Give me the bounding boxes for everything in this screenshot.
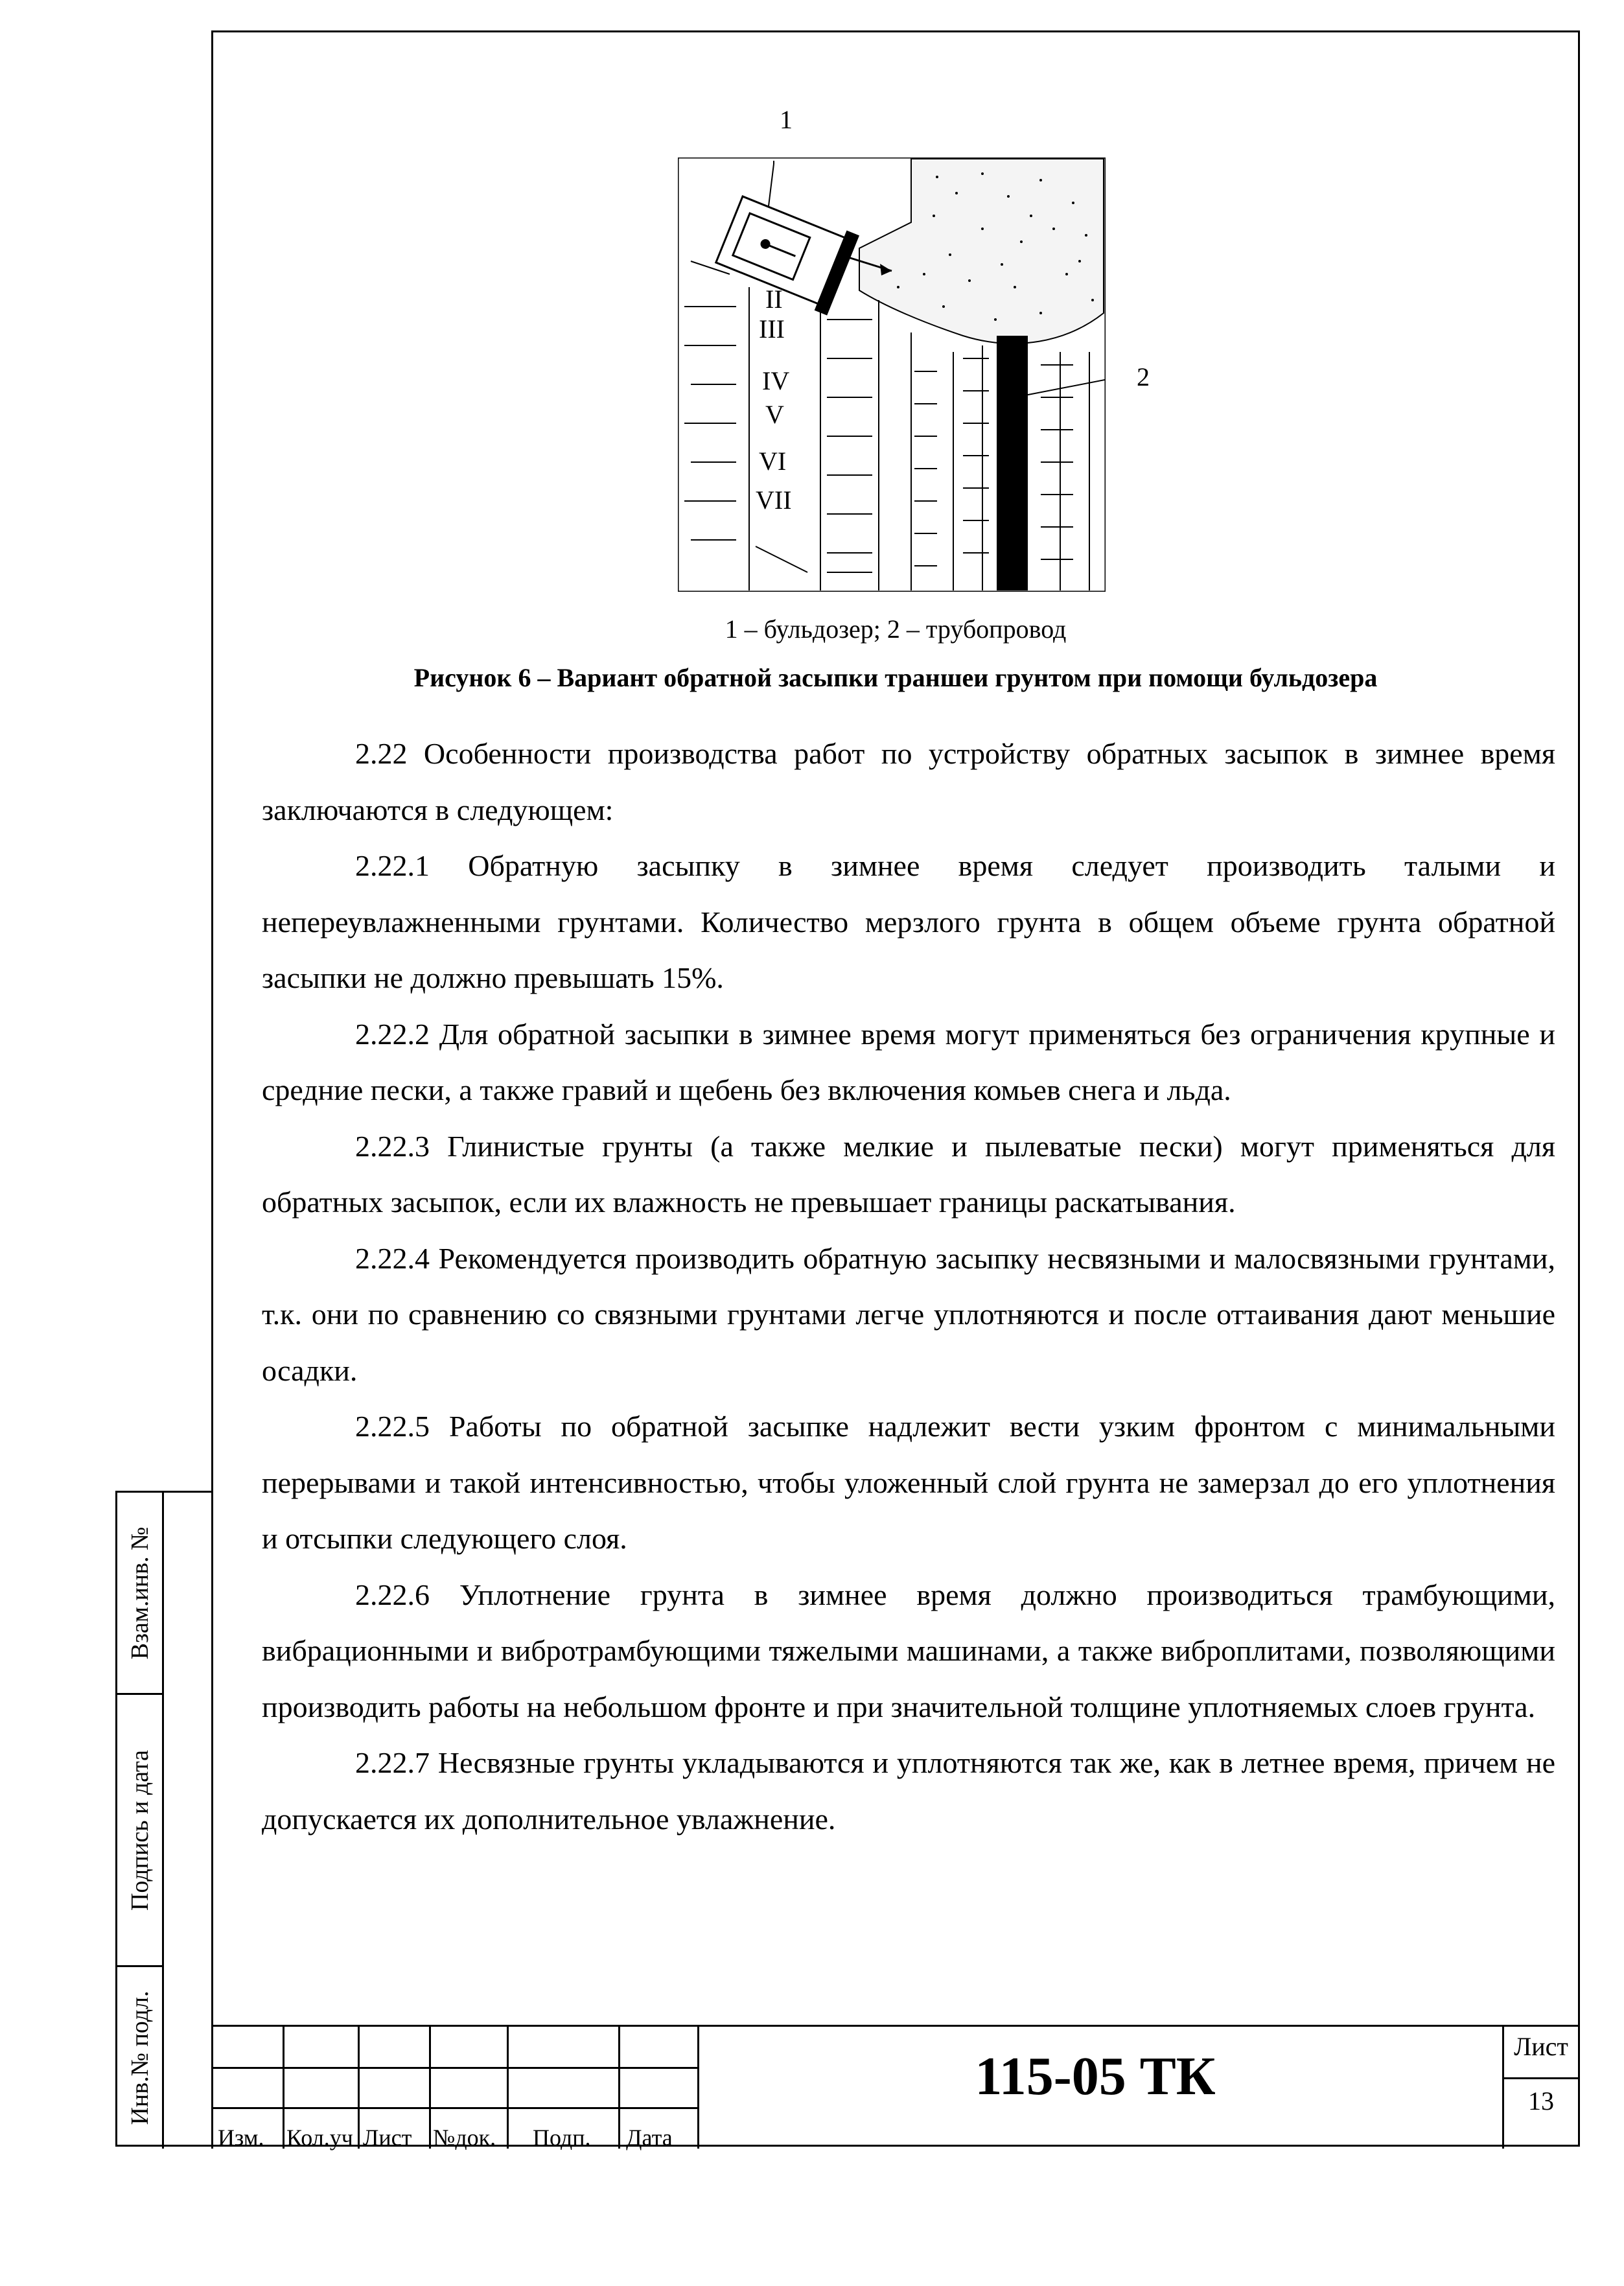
col-qty: Кол.уч — [286, 2125, 353, 2151]
trench-backfill-diagram — [678, 157, 1106, 592]
col-sign: Подп. — [533, 2125, 591, 2151]
paragraph-2-22-6: 2.22.6 Уплотнение грунта в зимнее время должно производиться трамбующими, вибрационными и вибротрамбующими тяжелыми машинами, а также виброплитами, позволяющими производить работы на небольшом фронте и при значительной толщине уплотняемых слоев грунта. — [262, 1578, 1555, 1723]
layer-label-ii: II — [765, 285, 783, 314]
sheet-number: 13 — [1528, 2086, 1554, 2116]
side-cell-sign-date — [117, 1695, 164, 1967]
callout-1: 1 — [780, 105, 793, 134]
side-label-inv-orig: Инв.№ подл. — [126, 1990, 154, 2125]
col-change: Изм. — [218, 2125, 264, 2151]
side-label-replace-inv: Взам.инв. № — [126, 1526, 154, 1659]
side-cell-inv-orig — [117, 1967, 164, 2149]
col-doc: №док. — [433, 2125, 496, 2151]
side-cell-replace-inv — [117, 1493, 164, 1695]
layer-label-iii: III — [759, 314, 785, 344]
col-sheet: Лист — [363, 2125, 412, 2151]
callout-2: 2 — [1137, 362, 1150, 391]
side-stamp — [115, 1491, 211, 2147]
figure-title: Рисунок 6 – Вариант обратной засыпки траншеи грунтом при помощи бульдозера — [413, 663, 1378, 692]
paragraph-2-22-1: 2.22.1 Обратную засыпку в зимнее время следует производить талыми и непереувлажненными грунтами. Количество мерзлого грунта в общем объеме грунта обратной засыпки не должно превышать 15%. — [262, 849, 1555, 994]
paragraph-2-22-3: 2.22.3 Глинистые грунты (а также мелкие и пылеватые пески) могут применяться для обратных засыпок, если их влажность не превышает границы раскатывания. — [262, 1129, 1555, 1219]
col-date: Дата — [626, 2125, 673, 2151]
figure — [678, 105, 1150, 592]
layer-label-iv: IV — [762, 366, 790, 395]
paragraph-2-22-4: 2.22.4 Рекомендуется производить обратную засыпку несвязными и малосвязными грунтами, т.к. они по сравнению со связными грунтами легче уплотняются и после оттаивания дают меньшие осадки. — [262, 1241, 1555, 1387]
paragraph-2-22-5: 2.22.5 Работы по обратной засыпке надлежит вести узким фронтом с минимальными перерывами и такой интенсивностью, чтобы уложенный слой грунта не замерзал до его уплотнения и отсыпки следующего слоя. — [262, 1410, 1555, 1555]
document-code: 115-05 ТК — [975, 2046, 1216, 2106]
sheet-label: Лист — [1514, 2032, 1568, 2061]
paragraph-2-22-7: 2.22.7 Несвязные грунты укладываются и уплотняются так же, как в летнее время, причем не допускается их дополнительное увлажнение. — [262, 1746, 1555, 1836]
layer-label-vi: VI — [759, 447, 787, 476]
layer-label-vii: VII — [756, 485, 792, 515]
paragraph-2-22: 2.22 Особенности производства работ по устройству обратных засыпок в зимнее время заключаются в следующем: — [262, 737, 1555, 826]
layer-label-v: V — [765, 400, 784, 429]
body-text — [262, 726, 1555, 1847]
paragraph-2-22-2: 2.22.2 Для обратной засыпки в зимнее время могут применяться без ограничения крупные и средние пески, а также гравий и щебень без включения комьев снега и льда. — [262, 1017, 1555, 1106]
side-label-sign-date: Подпись и дата — [126, 1749, 154, 1911]
figure-legend: 1 – бульдозер; 2 – трубопровод — [725, 614, 1067, 644]
